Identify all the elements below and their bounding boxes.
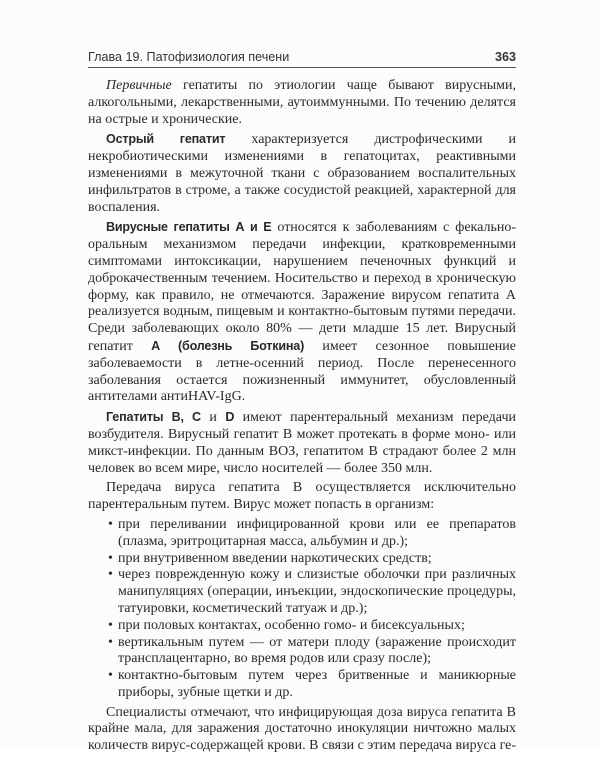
list-item-text: при переливании инфицированной крови или ее препаратов (плазма, эритроцитарная масса, альбумин и др.); xyxy=(118,516,516,549)
bullet-icon: • xyxy=(108,634,113,650)
list-item xyxy=(108,668,516,702)
list-item-text: через поврежденную кожу и слизистые оболочки при различных манипуляциях (операции, инъекции, эндоскопические процедуры, татуировки, косметический татуаж и др.); xyxy=(118,567,516,616)
conjunction: и xyxy=(200,410,226,426)
bullet-icon: • xyxy=(108,617,113,633)
paragraph-text: имеет сезонное повышение заболеваемости в летне-осенний период. После перенесенного заболевания остается пожизненный иммунитет, обусловленный антителами антиHAV-IgG. xyxy=(88,338,517,405)
list-item xyxy=(108,567,516,617)
bullet-icon: • xyxy=(108,567,113,583)
chapter-title: Глава 19. Патофизиология печени xyxy=(88,50,290,64)
term-hepatitis-d: D xyxy=(225,410,235,425)
term-botkin-disease: А (болезнь Боткина) xyxy=(151,338,305,353)
list-item-text: при половых контактах, особенно гомо- и бисексуальных; xyxy=(118,617,465,633)
paragraph-acute-hepatitis xyxy=(88,131,516,216)
term-primary: Первичные xyxy=(106,78,172,93)
list-item xyxy=(108,517,516,551)
term-acute-hepatitis: Острый гепатит xyxy=(106,132,226,147)
list-item xyxy=(108,618,516,635)
page-body xyxy=(88,78,516,758)
paragraph-text: гепатиты по этиологии чаще бывают вирусными, алкогольными, лекарственными, аутоиммунными. По течению делятся на острые и хронические. xyxy=(88,78,516,127)
bullet-icon: • xyxy=(108,668,113,684)
list-item-text: вертикальным путем — от матери плоду (заражение происходит трансплацентарно, во время родов или сразу после); xyxy=(118,634,516,667)
paragraph-text: Специалисты отмечают, что инфицирующая доза вируса гепатита В крайне мала, для заражения достаточно инокуляции ничтожно малых количеств вирус-содержащей крови. В связи с этим передача вируса ге- xyxy=(88,704,516,754)
running-header xyxy=(88,50,516,64)
page-number: 363 xyxy=(494,50,516,64)
paragraph-viral-hepatitis-a-e xyxy=(88,219,516,406)
paragraph-infective-dose xyxy=(88,705,516,755)
transmission-routes-list xyxy=(88,517,516,702)
paragraph-text: Передача вируса гепатита В осуществляется исключительно парентеральным путем. Вирус может попасть в организм: xyxy=(88,480,516,513)
bullet-icon: • xyxy=(108,516,113,532)
term-hepatitis-b-c: Гепатиты B, C xyxy=(106,410,201,425)
paragraph-hepatitis-b-c-d xyxy=(88,409,516,477)
list-item xyxy=(108,635,516,669)
list-item-text: при внутривенном введении наркотических средств; xyxy=(118,550,432,566)
paragraph-transmission xyxy=(88,480,516,514)
term-viral-hepatitis-a-e: Вирусные гепатиты А и Е xyxy=(106,220,272,235)
paragraph-primary-hepatitis xyxy=(88,78,516,128)
paragraph-text: имеют парентеральный механизм передачи возбудителя. Вирусный гепатит В может протекать в форме моно- или микст-инфекции. По данным ВОЗ, гепатитом В страдают более 2 млн человек во всем мире, число носителей — более 350 млн. xyxy=(88,410,516,476)
paragraph-text: относятся к заболеваниям с фекально-оральным механизмом передачи инфекции, кратковременными симптомами интоксикации, нарушением печеночных функций и доброкачественным течением. Носительство и переход в хроническую форму, как правило, не отмечаются. Заражение вирусом гепатита А реализуется водным, пищевым и контактно-бытовым путями передачи. Среди заболевающих около 80% — дети младше 15 лет. Вирусный гепатит xyxy=(88,220,516,354)
paragraph-text: характеризуется дистрофическими и некробиотическими изменениями в гепатоцитах, реактивными изменениями в межуточной ткани с образованием воспалительных инфильтратов в строме, а также сосудистой реакцией, характерной для воспаления. xyxy=(88,132,517,215)
header-rule xyxy=(88,67,516,68)
list-item xyxy=(108,551,516,568)
bullet-icon: • xyxy=(108,550,113,566)
list-item-text: контактно-бытовым путем через бритвенные и маникюрные приборы, зубные щетки и др. xyxy=(118,668,516,700)
